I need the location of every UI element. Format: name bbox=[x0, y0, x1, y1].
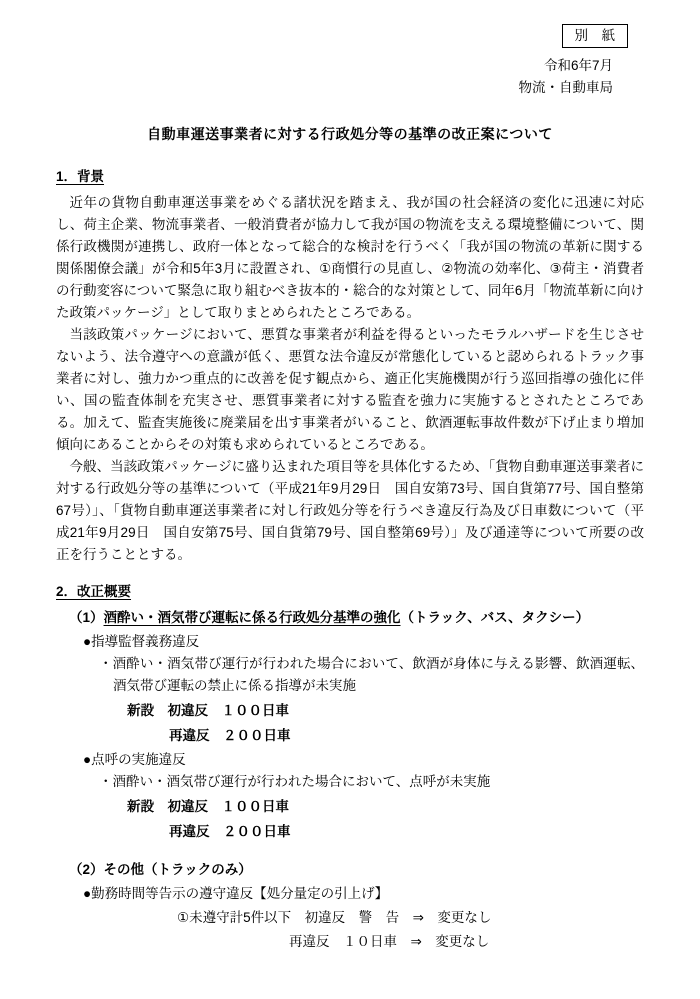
attachment-label-wrap bbox=[56, 24, 644, 48]
subsection-1-heading bbox=[69, 607, 644, 629]
section-2-heading bbox=[56, 581, 644, 603]
subsection-2-number: （2） bbox=[69, 862, 104, 877]
background-paragraph-3: 今般、当該政策パッケージに盛り込まれた項目等を具体化するため、「貨物自動車運送事業者に対する行政処分等の基準について（平成21年9月29日 国自安第73号、国自貨第77号、国自整第67号）」、「貨物自動車運送事業者に対し行政処分等を行うべき違反行為及び日車数について（平成21年9月29日 国自安第75号、国自貨第79号、国自整第69号）」及び通達等について所要の改正を行うこととする。 bbox=[56, 459, 644, 562]
attachment-label: 別 紙 bbox=[562, 24, 629, 48]
penalty-repeat-offense: 再違反 ２００日車 bbox=[169, 728, 291, 743]
subsection-1-number: （1） bbox=[69, 610, 104, 625]
violation-detail: ・酒酔い・酒気帯び運行が行われた場合において、点呼が未実施 bbox=[99, 774, 491, 789]
subsection-2-item-label: ●勤務時間等告示の遵守違反【処分量定の引上げ】 bbox=[83, 886, 389, 901]
subsection-2-title: その他（トラックのみ） bbox=[103, 862, 252, 877]
violation-item-supervision bbox=[56, 631, 644, 747]
violation-label: ●点呼の実施違反 bbox=[83, 752, 186, 767]
subsection-2-heading bbox=[69, 859, 644, 881]
rule-repeat-offense: 再違反 １０日車 ⇒ 変更なし bbox=[289, 934, 490, 949]
penalty-first-offense: 新設 初違反 １００日車 bbox=[127, 703, 289, 718]
document-title: 自動車運送事業者に対する行政処分等の基準の改正案について bbox=[147, 126, 553, 142]
violation-item-rollcall bbox=[56, 749, 644, 843]
subsection-1-title: 酒酔い・酒気帯び運転に係る行政処分基準の強化 bbox=[103, 610, 401, 625]
rule-first-offense: ①未遵守計5件以下 初違反 警 告 ⇒ 変更なし bbox=[177, 910, 492, 925]
document-date: 令和6年7月 bbox=[543, 58, 613, 73]
penalty-repeat-offense: 再違反 ２００日車 bbox=[169, 824, 291, 839]
document-department: 物流・自動車局 bbox=[518, 80, 613, 95]
section-1-heading bbox=[56, 166, 644, 188]
penalty-first-offense: 新設 初違反 １００日車 bbox=[127, 799, 289, 814]
violation-detail: ・酒酔い・酒気帯び運行が行われた場合において、飲酒が身体に与える影響、飲酒運転、酒気帯び運転の禁止に係る指導が未実施 bbox=[99, 656, 644, 693]
subsection-1-title-suffix: （トラック、バス、タクシー） bbox=[400, 610, 590, 625]
document-header bbox=[56, 24, 644, 99]
background-paragraph-1: 近年の貨物自動車運送事業をめぐる諸状況を踏まえ、我が国の社会経済の変化に迅速に対応し、荷主企業、物流事業者、一般消費者が協力して我が国の物流を支える環境整備について、関係行政機関が連携し、政府一体となって総合的な検討を行うべく「我が国の物流の革新に関する関係閣僚会議」が令和5年3月に設置され、①商慣行の見直し、②物流の効率化、③荷主・消費者の行動変容について緊急に取り組むべき抜本的・総合的な対策として、同年6月「物流革新に向けた政策パッケージ」として取りまとめられたところである。 bbox=[56, 195, 644, 320]
background-paragraph-2: 当該政策パッケージにおいて、悪質な事業者が利益を得るといったモラルハザードを生じさせないよう、法令遵守への意識が低く、悪質な法令違反が常態化していると認められるトラック事業者に対し、強力かつ重点的に改善を促す観点から、適正化実施機関が行う巡回指導の強化に伴い、国の監査体制を充実させ、悪質事業者に対する監査を強力に実施するとされたところである。加えて、監査実施後に廃業届を出す事業者がいること、飲酒運転事故件数が下げ止まり増加傾向にあることからその対策も求められているところである。 bbox=[56, 327, 644, 452]
section-1-heading-text: 1．背景 bbox=[56, 169, 105, 184]
section-2-heading-text: 2．改正概要 bbox=[56, 584, 132, 599]
violation-label: ●指導監督義務違反 bbox=[83, 634, 200, 649]
